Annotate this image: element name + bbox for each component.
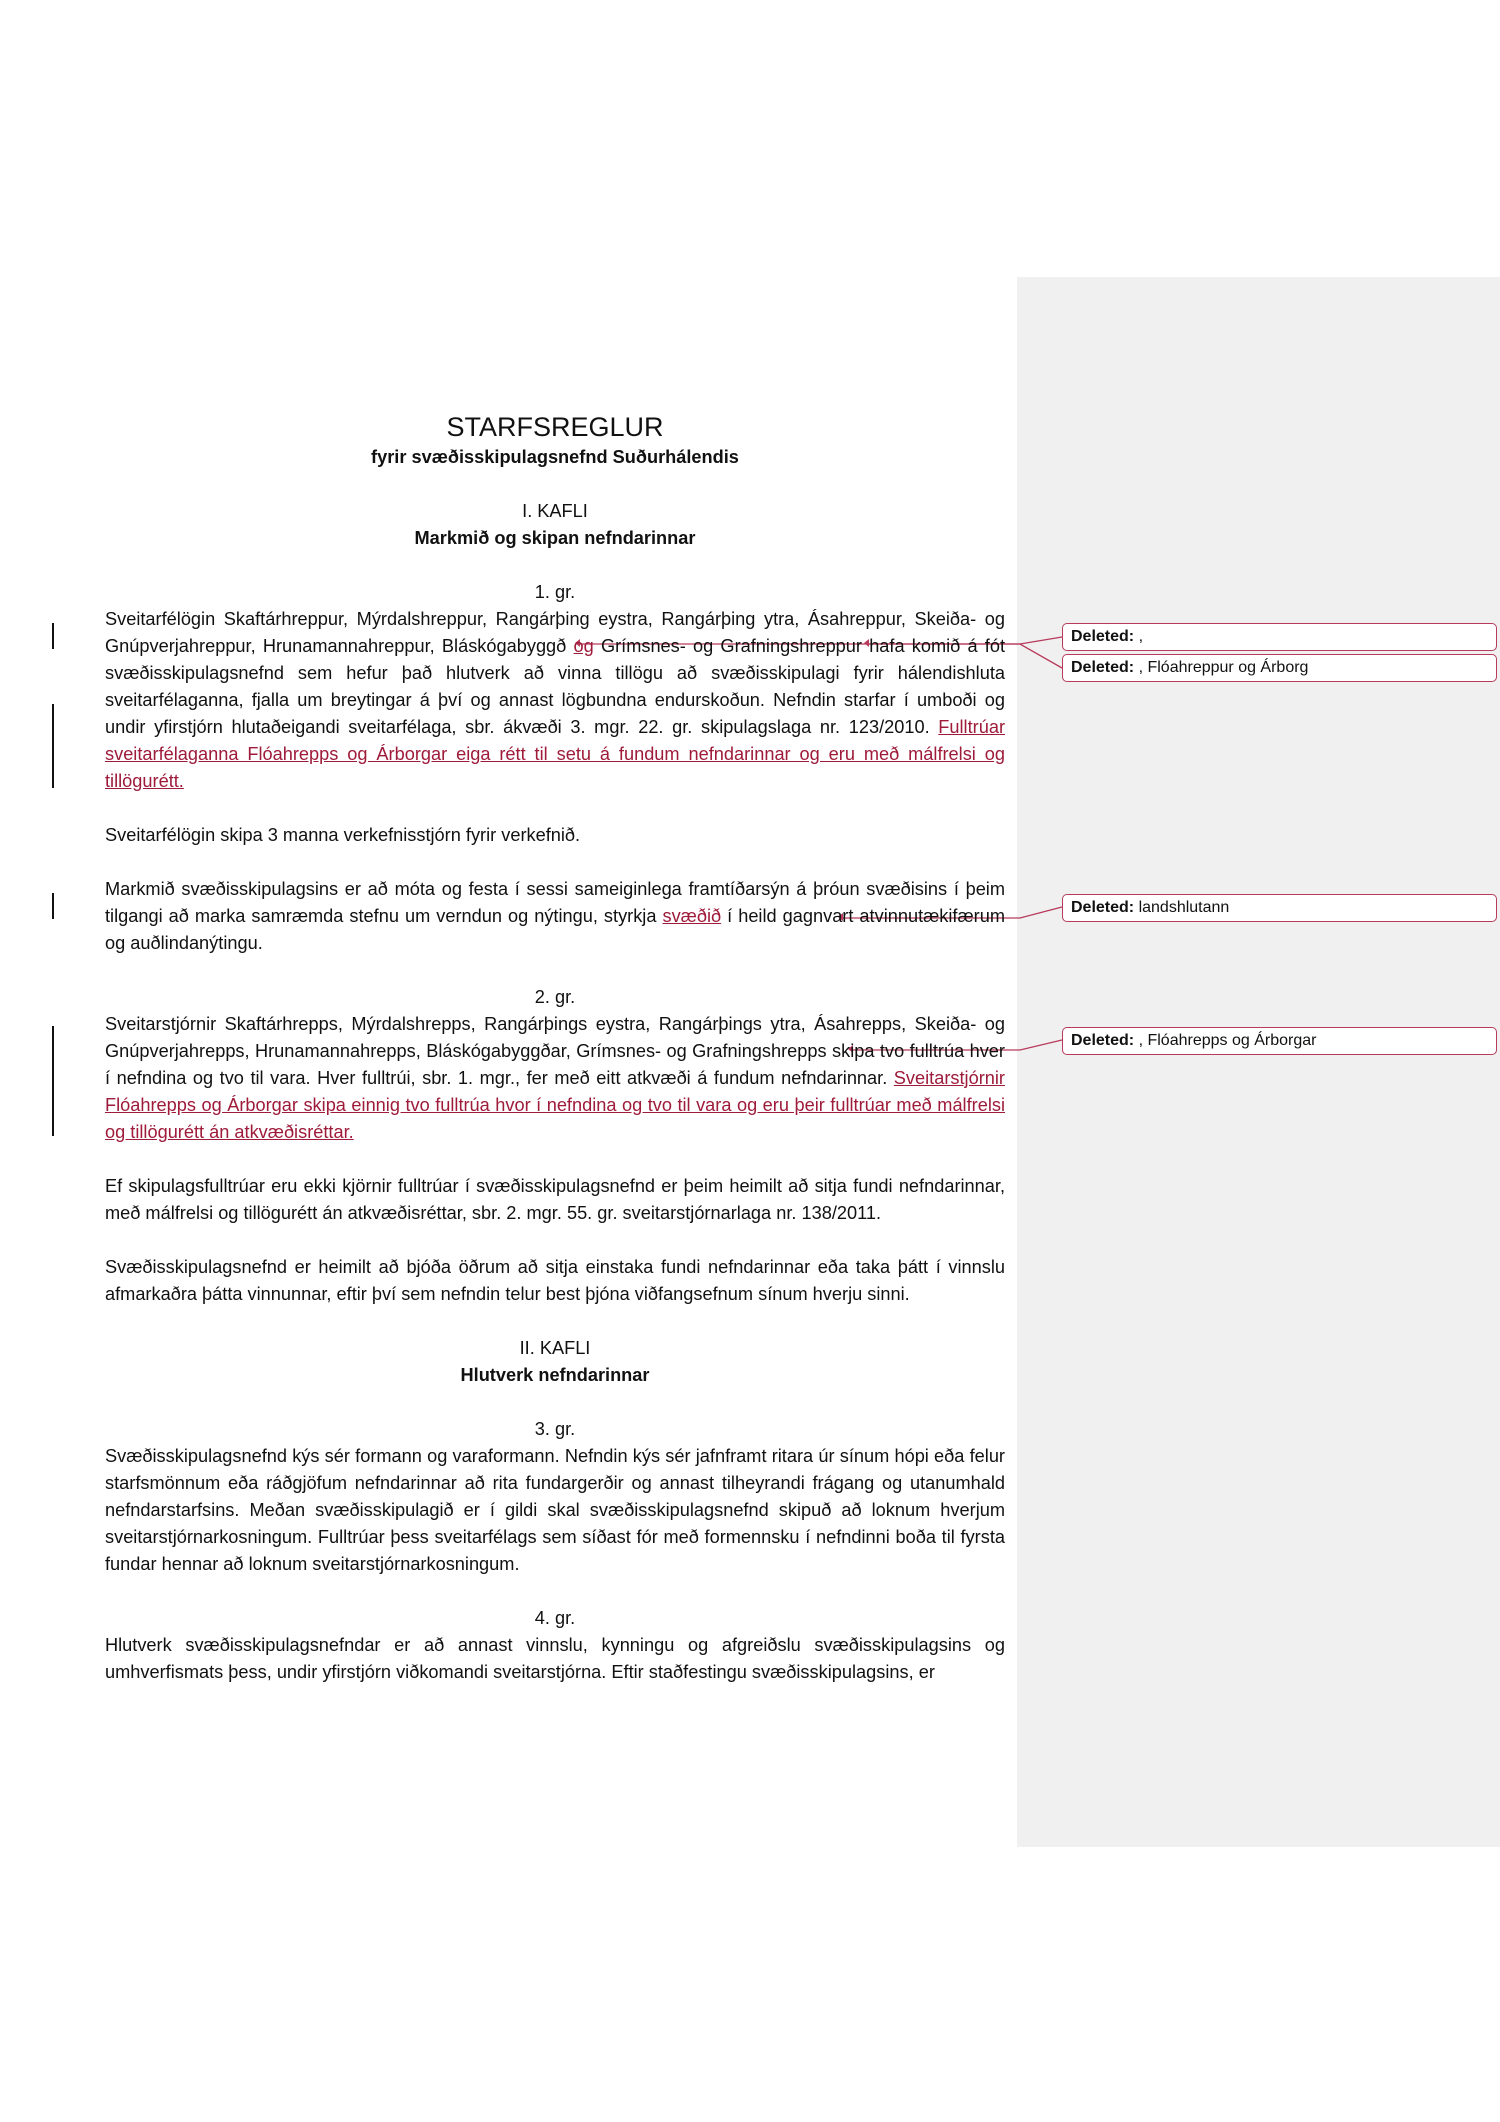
- inserted-text: Fulltrúar sveitarfélaganna Flóahrepps og Árborgar eiga rétt til setu á fundum nefndarinnar og eru með málfrelsi og tillögurétt.: [105, 717, 1005, 791]
- article-2-label: 2. gr.: [534, 987, 576, 1007]
- chapter-2-label: II. KAFLI: [519, 1338, 591, 1358]
- chapter-2-heading: Hlutverk nefndarinnar: [460, 1365, 650, 1385]
- comment-deleted-floahrepps-arborgar[interactable]: Deleted: , Flóahrepps og Árborgar: [1062, 1027, 1497, 1055]
- comment-deleted-floahreppur-arborg[interactable]: Deleted: , Flóahreppur og Árborg: [1062, 654, 1497, 682]
- article-4-label: 4. gr.: [534, 1608, 576, 1628]
- chapter-1-heading: Markmið og skipan nefndarinnar: [414, 528, 696, 548]
- article-3-label: 3. gr.: [534, 1419, 576, 1439]
- article-1-label: 1. gr.: [534, 582, 576, 602]
- article-3-paragraph-1: Svæðisskipulagsnefnd kýs sér formann og varaformann. Nefndin kýs sér jafnframt ritara úr sínum hópi eða felur starfsmönnum eða ráðgjöfum nefndarinnar að rita fundargerðir og annast tilheyrandi frágang og utanumhald nefndarstarfsins. Meðan svæðisskipulagið er í gildi skal svæðisskipulagsnefnd skipuð að loknum hverjum sveitarstjórnarkosningum. Fulltrúar þess sveitarfélags sem síðast fór með formennsku í nefndinni boða til fyrsta fundar hennar að loknum sveitarstjórnarkosningum.: [105, 1446, 1005, 1574]
- document-body: [105, 410, 1005, 1686]
- article-2-paragraph-2: Ef skipulagsfulltrúar eru ekki kjörnir fulltrúar í svæðisskipulagsnefnd er þeim heimilt að sitja fundi nefndarinnar, með málfrelsi og tillögurétt án atkvæðisréttar, sbr. 2. mgr. 55. gr. sveitarstjórnarlaga nr. 138/2011.: [105, 1176, 1005, 1223]
- document-subtitle: fyrir svæðisskipulagsnefnd Suðurhálendis: [371, 447, 739, 467]
- document-title: STARFSREGLUR: [446, 412, 664, 442]
- article-4-paragraph-1: Hlutverk svæðisskipulagsnefndar er að annast vinnslu, kynningu og afgreiðslu svæðisskipulagsins og umhverfismats þess, undir yfirstjórn viðkomandi sveitarstjórna. Eftir staðfestingu svæðisskipulagsins, er: [105, 1635, 1005, 1682]
- article-2-paragraph-1: Sveitarstjórnir Skaftárhrepps, Mýrdalshrepps, Rangárþings eystra, Rangárþings ytra, Ásahrepps, Skeiða- og Gnúpverjahrepps, Hrunamannahrepps, Bláskógabyggðar, Grímsnes- og Grafningshrepps skipa tvo fulltrúa hver í nefndina og tvo til vara. Hver fulltrúi, sbr. 1. mgr., fer með eitt atkvæði á fundum nefndarinnar. Sveitarstjórnir Flóahrepps og Árborgar skipa einnig tvo fulltrúa hvor í nefndina og tvo til vara og eru þeir fulltrúar með málfrelsi og tillögurétt án atkvæðisréttar.: [105, 1014, 1005, 1142]
- comment-deleted-landshlutann[interactable]: Deleted: landshlutann: [1062, 894, 1497, 922]
- article-1-paragraph-1: Sveitarfélögin Skaftárhreppur, Mýrdalshreppur, Rangárþing eystra, Rangárþing ytra, Ásahreppur, Skeiða- og Gnúpverjahreppur, Hrunamannahreppur, Bláskógabyggð og Grímsnes- og Grafningshreppur hafa komið á fót svæðisskipulagsnefnd sem hefur það hlutverk að vinna tillögu að svæðisskipulagi fyrir hálendishluta sveitarfélaganna, fjalla um breytingar á því og annast lögbundna endurskoðun. Nefndin starfar í umboði og undir yfirstjórn hlutaðeigandi sveitarfélaga, sbr. ákvæði 3. mgr. 22. gr. skipulagslaga nr. 123/2010. Fulltrúar sveitarfélaganna Flóahrepps og Árborgar eiga rétt til setu á fundum nefndarinnar og eru með málfrelsi og tillögurétt.: [105, 609, 1006, 791]
- comment-deleted-comma[interactable]: Deleted: ,: [1062, 623, 1497, 651]
- article-1-paragraph-2: Sveitarfélögin skipa 3 manna verkefnisstjórn fyrir verkefnið.: [105, 825, 581, 845]
- article-2-paragraph-3: Svæðisskipulagsnefnd er heimilt að bjóða öðrum að sitja einstaka fundi nefndarinnar eða taka þátt í vinnslu afmarkaðra þátta vinnunnar, eftir því sem nefndin telur best þjóna viðfangsefnum sínum hverju sinni.: [105, 1257, 1005, 1304]
- article-1-paragraph-3: Markmið svæðisskipulagsins er að móta og festa í sessi sameiginlega framtíðarsýn á þróun svæðisins í þeim tilgangi að marka samræmda stefnu um verndun og nýtingu, styrkja svæðið í heild gagnvart atvinnutækifærum og auðlindanýtingu.: [105, 879, 1005, 953]
- inserted-text: og: [573, 636, 594, 656]
- chapter-1-label: I. KAFLI: [522, 501, 588, 521]
- inserted-text: svæðið: [662, 906, 722, 926]
- inserted-text: Sveitarstjórnir Flóahrepps og Árborgar skipa einnig tvo fulltrúa hvor í nefndina og tvo til vara og eru þeir fulltrúar með málfrelsi og tillögurétt án atkvæðisréttar.: [105, 1068, 1005, 1142]
